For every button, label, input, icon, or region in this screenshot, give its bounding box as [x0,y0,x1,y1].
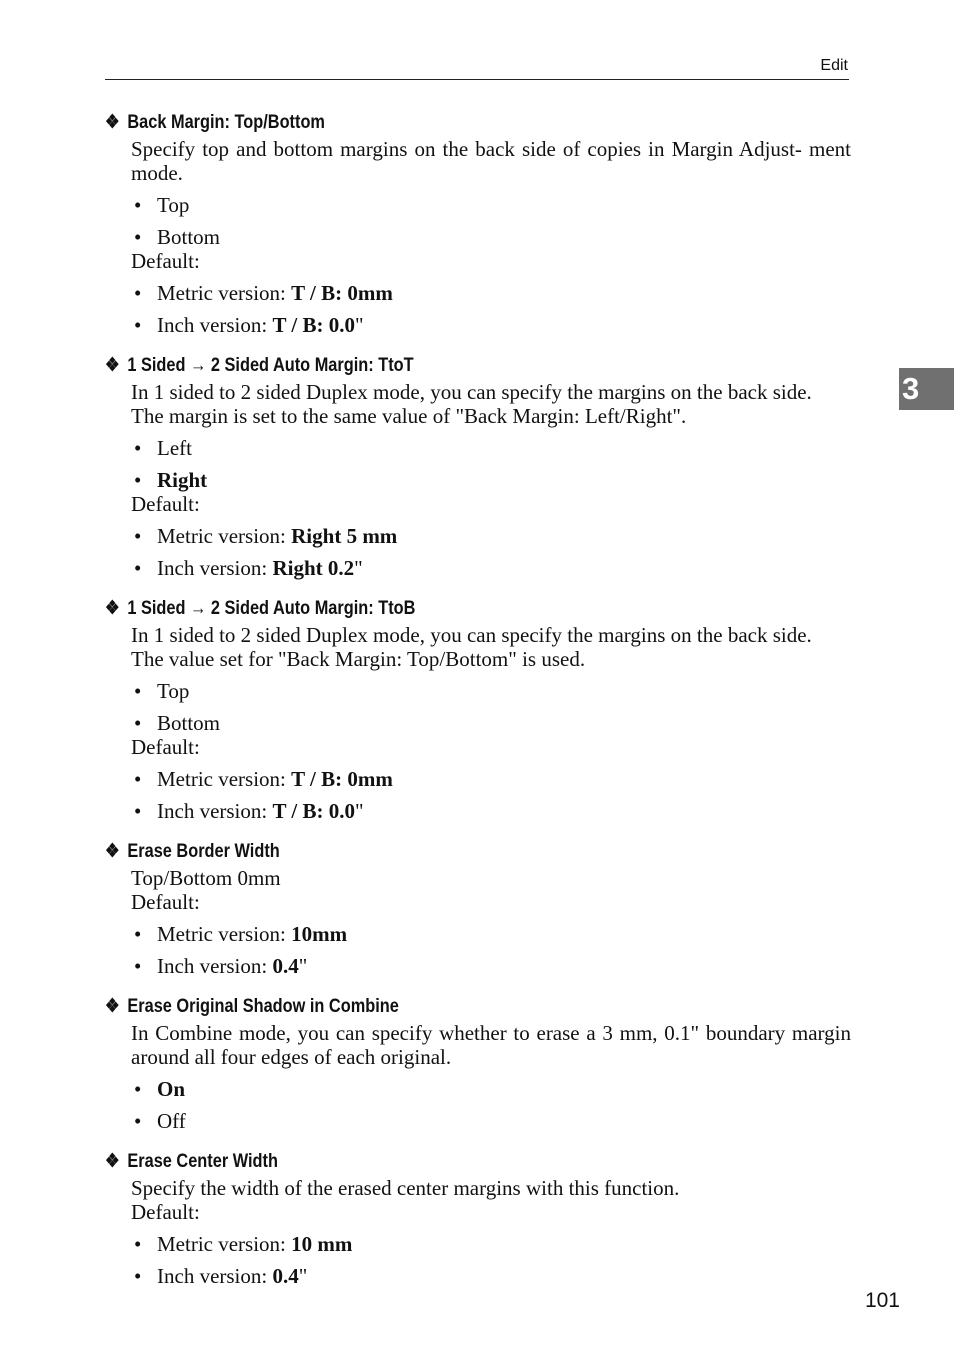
option-item [131,1077,851,1101]
default-item-label: Inch version: [157,1264,273,1288]
default-item-suffix: " [298,1264,308,1288]
default-item-label: Metric version: [157,1232,292,1256]
section-auto-margin-ttot [105,354,851,580]
default-item-value: 0.4 [272,954,299,978]
default-label: Default: [131,1200,200,1224]
section-heading [105,995,747,1021]
default-item [131,767,851,791]
default-label: Default: [131,890,200,914]
diamond-bullet-icon: ❖ [105,598,120,619]
default-list [131,1232,851,1288]
section-description: In Combine mode, you can specify whether to erase a 3 mm, 0.1" boundary margin around all four edges of each original. [131,1021,851,1069]
default-item-label: Inch version: [157,799,273,823]
section-erase-center-width [105,1150,851,1288]
default-item [131,313,851,337]
default-item [131,954,851,978]
default-item-value: T / B: 0.0 [272,799,355,823]
section-title: Erase Border Width [127,841,280,862]
default-label: Default: [131,492,200,516]
section-description: Top/Bottom 0mm [131,866,281,890]
section-description: The value set for "Back Margin: Top/Bottom" is used. [131,647,586,671]
section-title-part: 1 Sided [127,598,191,619]
option-item: • Top [131,193,851,217]
default-item-label: Inch version: [157,313,273,337]
page-number: 101 [864,1289,900,1312]
section-title-part: 1 Sided [127,355,191,376]
default-item [131,556,851,580]
option-list [131,1077,851,1133]
option-item: • Off [131,1109,851,1133]
default-label: Default: [131,249,200,273]
default-item [131,1264,851,1288]
section-title: Erase Original Shadow in Combine [127,996,399,1017]
default-item-label: Metric version: [157,281,292,305]
option-item-default: On [157,1077,186,1101]
default-item-label: Metric version: [157,524,292,548]
header-title: Edit [820,57,848,74]
section-title-part: 2 Sided Auto Margin: TtoT [206,355,414,376]
arrow-right-icon: → [190,355,207,376]
arrow-right-icon: → [190,598,207,619]
header-rule [105,79,849,80]
default-item [131,799,851,823]
section-heading [105,354,747,380]
section-title: Erase Center Width [127,1151,278,1172]
chapter-tab: 3 [899,368,954,410]
main-content [105,111,851,1305]
section-description: Specify the width of the erased center margins with this function. [131,1176,680,1200]
diamond-bullet-icon: ❖ [105,112,120,133]
default-item-suffix: " [354,799,364,823]
default-list [131,922,851,978]
default-item-value: 0.4 [272,1264,299,1288]
default-item-suffix: " [354,556,363,580]
section-heading [105,1150,747,1176]
section-description: In 1 sided to 2 sided Duplex mode, you can specify the margins on the back side. [131,623,812,647]
section-title: Back Margin: Top/Bottom [127,112,325,133]
default-item-label: Metric version: [157,922,292,946]
diamond-bullet-icon: ❖ [105,1151,120,1172]
default-item [131,1232,851,1256]
option-item: • Bottom [131,711,851,735]
section-auto-margin-ttob [105,597,851,823]
default-item [131,281,851,305]
section-heading [105,111,747,137]
section-erase-border-width [105,840,851,978]
section-description: Specify top and bottom margins on the back side of copies in Margin Adjust- ment mode. [131,137,851,185]
default-item-value: T / B: 0.0 [272,313,355,337]
section-back-margin [105,111,851,337]
option-list [131,679,851,735]
option-list [131,436,851,492]
section-heading [105,597,747,623]
section-title-part: 2 Sided Auto Margin: TtoB [206,598,416,619]
section-description: In 1 sided to 2 sided Duplex mode, you can specify the margins on the back side. [131,380,812,404]
default-label: Default: [131,735,200,759]
diamond-bullet-icon: ❖ [105,996,120,1017]
section-erase-original-shadow [105,995,851,1133]
default-item-value: T / B: 0mm [291,281,393,305]
default-item-label: Inch version: [157,954,273,978]
default-item [131,524,851,548]
diamond-bullet-icon: ❖ [105,841,120,862]
default-list [131,767,851,823]
default-item-label: Metric version: [157,767,292,791]
option-list [131,193,851,249]
section-heading [105,840,747,866]
default-item [131,922,851,946]
option-item: • Left [131,436,851,460]
option-item: • Top [131,679,851,703]
option-item-default: Right [157,468,208,492]
option-item: • Bottom [131,225,851,249]
default-list [131,524,851,580]
default-item-suffix: " [354,313,364,337]
default-item-value: 10 mm [291,1232,353,1256]
default-item-value: T / B: 0mm [291,767,393,791]
default-item-value: Right 5 mm [291,524,398,548]
section-description: The margin is set to the same value of "Back Margin: Left/Right". [131,404,687,428]
default-item-suffix: " [298,954,308,978]
default-item-label: Inch version: [157,556,273,580]
option-item [131,468,851,492]
default-item-value: Right 0.2 [272,556,355,580]
diamond-bullet-icon: ❖ [105,355,120,376]
default-item-value: 10mm [291,922,348,946]
default-list [131,281,851,337]
